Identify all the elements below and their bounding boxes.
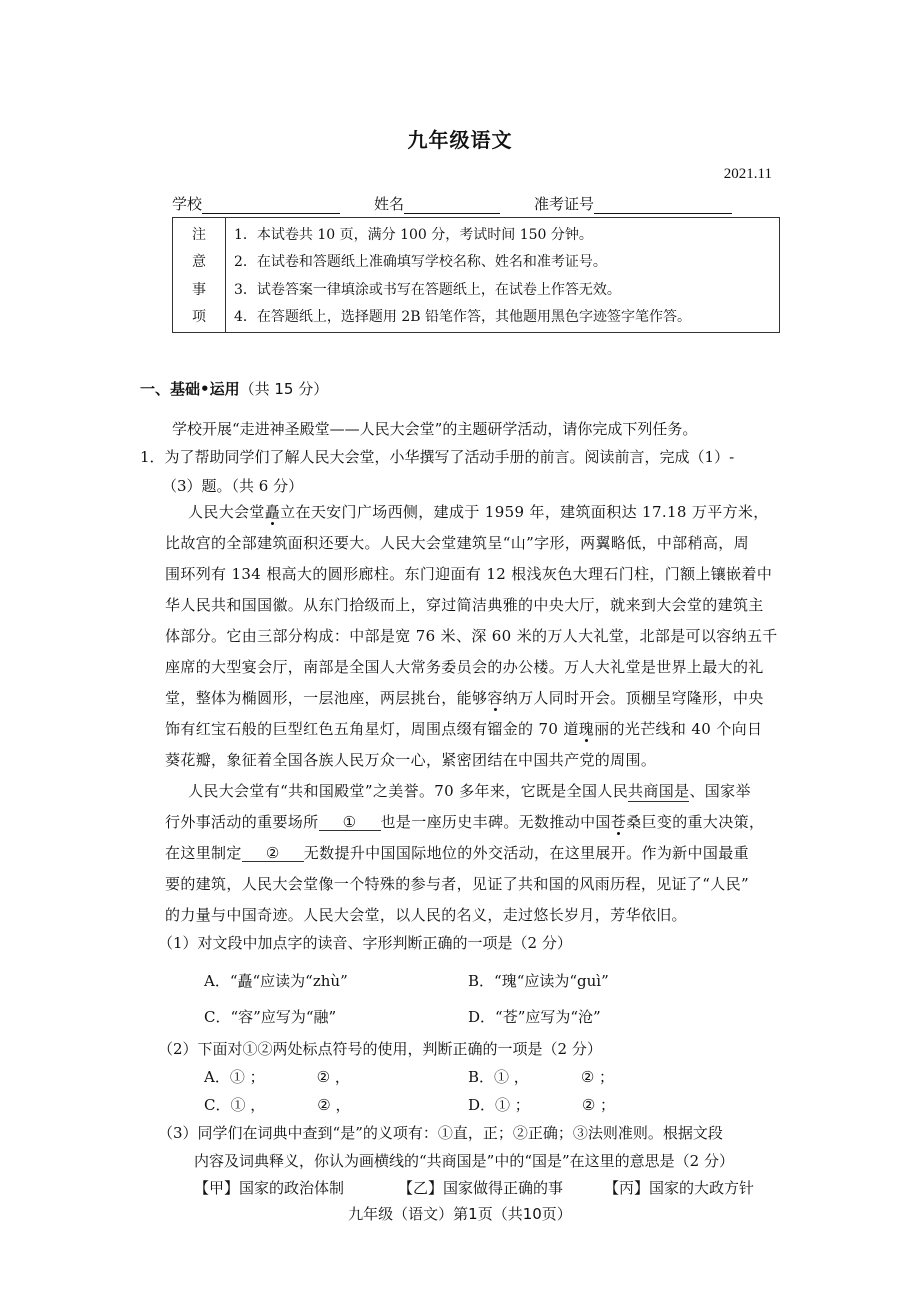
dotted-char: 矗: [264, 503, 281, 521]
dotted-char: 容: [487, 689, 503, 707]
exam-title: 九年级语文: [407, 128, 513, 152]
blank-1[interactable]: ①: [319, 814, 381, 831]
text-run: 丽的光芒线和 40 个向日: [594, 720, 763, 738]
sub3-stem-line1: （3）同学们在词典中查到“是”的义项有：①直，正；②正确；③法则准则。根据文段: [158, 1124, 723, 1142]
notice-item: 4．在答题纸上，选择题用 2B 铅笔作答，其他题用黑色字迹签字笔作答。: [234, 309, 692, 326]
passage1-line: 华人民共和国国徽。从东门拾级而上，穿过简洁典雅的中央大厅，就来到大会堂的建筑主: [165, 596, 764, 614]
passage2-line: [188, 780, 751, 801]
dotted-char: 苍: [610, 813, 627, 831]
option-mark-1: ① ；: [229, 1068, 265, 1086]
name-label: 姓名: [374, 195, 405, 213]
option-label: C．: [204, 1008, 231, 1026]
section-heading: [140, 378, 328, 399]
exam-number-label: 准考证号: [534, 195, 595, 213]
exam-date: 2021.11: [723, 166, 772, 182]
notice-items: [226, 218, 779, 332]
text-run: 行外事活动的重要场所: [165, 813, 319, 831]
option-text: “容”应写为“融”: [230, 1008, 337, 1026]
sub1-option-c[interactable]: [204, 1006, 336, 1027]
option-text: “瑰“应读为“guì”: [494, 972, 609, 990]
q1-stem-line2: （3）题。（共 6 分）: [162, 477, 304, 495]
passage2-line: 的力量与中国奇迹。人民大会堂，以人民的名义，走过悠长岁月，芳华依旧。: [165, 906, 687, 924]
text-run: 人民大会堂有“共和国殿堂”之美誉。70 多年来，它既是全国人民: [188, 782, 629, 800]
text-run: 立在天安门广场西侧，建成于 1959 年，建筑面积达 17.18 万平方米，: [280, 503, 769, 521]
passage1-line: 体部分。它由三部分构成：中部是宽 76 米、深 60 米的万人大礼堂，北部是可以容纳五千: [165, 627, 778, 645]
passage1-line: 比故宫的全部建筑面积还要大。人民大会堂建筑呈“山”字形，两翼略低，中部稍高，周: [165, 534, 749, 552]
option-label: B．: [468, 1068, 495, 1086]
section-heading-title: 一、基础•运用: [140, 380, 240, 398]
passage1-line: 围环列有 134 根高大的圆形廊柱。东门迎面有 12 根浅灰色大理石门柱，门额上镶嵌着中: [165, 565, 773, 583]
passage1-line: 葵花瓣，象征着全国各族人民万众一心，紧密团结在中国共产党的周围。: [165, 751, 657, 769]
sub1-option-d[interactable]: [468, 1006, 601, 1027]
exam-number-blank[interactable]: [594, 197, 732, 214]
passage1-line: [165, 687, 764, 708]
sub2-option-a[interactable]: [204, 1066, 350, 1087]
passage1-line: 座席的大型宴会厅，南部是全国人大常务委员会的办公楼。万人大礼堂是世界上最大的礼: [165, 658, 764, 676]
sub2-option-b[interactable]: [468, 1066, 614, 1087]
student-info-row: [172, 193, 732, 214]
notice-side-char: 意: [192, 254, 206, 271]
notice-item: 1．本试卷共 10 页，满分 100 分，考试时间 150 分钟。: [234, 226, 593, 243]
text-run: 也是一座历史丰碑。无数推动中国: [380, 813, 611, 831]
underlined-phrase: 共商国是: [628, 782, 690, 800]
school-blank[interactable]: [202, 197, 340, 214]
name-field: [374, 193, 500, 214]
text-run: 纳万人同时开会。顶棚呈穹隆形，中央: [502, 689, 764, 707]
option-label: D．: [468, 1008, 496, 1026]
option-mark-2: ② ；: [580, 1068, 615, 1086]
option-mark-1: ① ，: [494, 1068, 529, 1086]
option-mark-2: ② ，: [316, 1068, 350, 1086]
option-mark-2: ② ；: [581, 1096, 616, 1114]
text-run: 人民大会堂: [188, 503, 265, 521]
sub1-stem: （1）对文段中加点字的读音、字形判断正确的一项是（2 分）: [158, 934, 572, 952]
notice-box: [172, 217, 780, 333]
sub1-option-b[interactable]: [468, 970, 609, 991]
section-heading-score: （共 15 分）: [239, 380, 329, 398]
sub1-option-a[interactable]: [204, 970, 348, 991]
notice-side-label: [173, 218, 226, 332]
blank-2[interactable]: ②: [242, 845, 304, 862]
exam-number-field: [534, 193, 732, 214]
text-run: 饰有红宝石般的巨型红色五角星灯，周围点缀有镏金的 70 道: [165, 720, 579, 738]
sub2-stem: （2）下面对①②两处标点符号的使用，判断正确的一项是（2 分）: [158, 1040, 602, 1058]
option-mark-2: ② ，: [317, 1096, 351, 1114]
school-label: 学校: [172, 195, 203, 213]
passage2-line: [165, 842, 749, 863]
option-label: B．: [468, 972, 495, 990]
text-run: 桑巨变的重大决策，: [626, 813, 765, 831]
sub3-choice-yi[interactable]: 【乙】国家做得正确的事: [398, 1179, 564, 1197]
passage2-line: 要的建筑，人民大会堂像一个特殊的参与者，见证了共和国的风雨历程，见证了“人民”: [165, 875, 749, 893]
option-label: A．: [204, 972, 230, 990]
passage1-line: [188, 501, 769, 522]
passage2-line: [165, 811, 764, 832]
option-label: D．: [468, 1096, 496, 1114]
sub2-option-d[interactable]: [468, 1094, 615, 1115]
q1-stem-line1: 1．为了帮助同学们了解人民大会堂，小华撰写了活动手册的前言。阅读前言，完成（1）-: [140, 448, 735, 466]
section-intro: 学校开展“走进神圣殿堂——人民大会堂”的主题研学活动，请你完成下列任务。: [172, 420, 698, 438]
option-text: “苍”应写为“沧”: [495, 1008, 601, 1026]
text-run: 、国家举: [689, 782, 751, 800]
text-run: 堂，整体为椭圆形，一层池座，两层挑台，能够: [165, 689, 488, 707]
passage1-line: [165, 718, 762, 739]
notice-side-char: 事: [192, 281, 206, 298]
sub3-choice-jia[interactable]: 【甲】国家的政治体制: [194, 1179, 345, 1197]
option-label: A．: [204, 1068, 230, 1086]
option-label: C．: [204, 1096, 231, 1114]
notice-side-char: 注: [192, 226, 206, 243]
sub3-choice-bing[interactable]: 【丙】国家的大政方针: [604, 1179, 755, 1197]
page-footer: 九年级（语文）第1页（共10页）: [348, 1205, 572, 1223]
dotted-char: 瑰: [578, 720, 595, 738]
option-text: “矗“应读为“zhù”: [229, 972, 348, 990]
school-field: [172, 193, 340, 214]
sub2-option-c[interactable]: [204, 1094, 350, 1115]
option-mark-1: ① ，: [230, 1096, 266, 1114]
text-run: 在这里制定: [165, 844, 242, 862]
text-run: 无数提升中国国际地位的外交活动，在这里展开。作为新中国最重: [303, 844, 749, 862]
notice-item: 2．在试卷和答题纸上准确填写学校名称、姓名和准考证号。: [234, 254, 607, 271]
notice-side-char: 项: [192, 309, 206, 326]
sub3-stem-line2: 内容及词典释义，你认为画横线的“共商国是”中的“国是”在这里的意思是（2 分）: [194, 1152, 734, 1170]
name-blank[interactable]: [404, 197, 500, 214]
option-mark-1: ① ；: [495, 1096, 530, 1114]
notice-item: 3．试卷答案一律填涂或书写在答题纸上，在试卷上作答无效。: [234, 281, 621, 298]
